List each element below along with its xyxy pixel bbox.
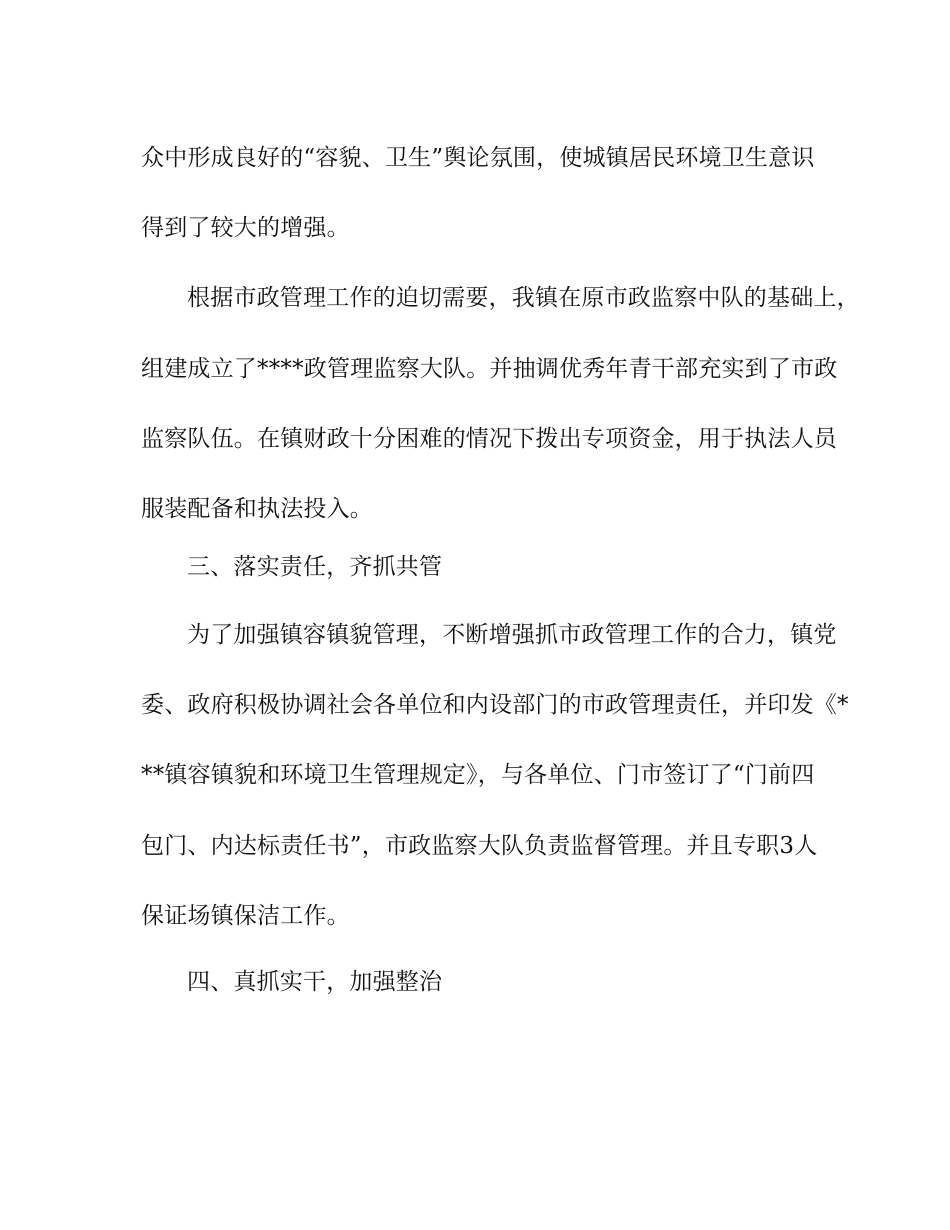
paragraph-line: 保证场镇保洁工作。: [141, 903, 350, 929]
paragraph-line: 根据市政管理工作的迫切需要，我镇在原市政监察中队的基础上，: [187, 285, 860, 311]
paragraph-line: **镇容镇貌和环境卫生管理规定》，与各单位、门市签订了“门前四: [141, 762, 815, 788]
paragraph-line: 众中形成良好的“容貌、卫生”舆论氛围，使城镇居民环境卫生意识: [141, 145, 815, 171]
paragraph-line: 为了加强镇容镇貌管理，不断增强抓市政管理工作的合力，镇党: [187, 622, 837, 648]
paragraph-line: 包门、内达标责任书”，市政监察大队负责监督管理。并且专职3人: [141, 833, 818, 859]
paragraph-line: 服装配备和执法投入。: [141, 496, 373, 522]
paragraph-line: 委、政府积极协调社会各单位和内设部门的市政管理责任，并印发《*: [141, 692, 849, 718]
paragraph-line: 得到了较大的增强。: [141, 215, 350, 241]
section-heading: 三、落实责任，齐抓共管: [187, 554, 443, 580]
paragraph-line: 监察队伍。在镇财政十分困难的情况下拨出专项资金，用于执法人员: [141, 426, 837, 452]
section-heading: 四、真抓实干，加强整治: [187, 969, 443, 995]
paragraph-line: 组建成立了****政管理监察大队。并抽调优秀年青干部充实到了市政: [141, 356, 838, 382]
